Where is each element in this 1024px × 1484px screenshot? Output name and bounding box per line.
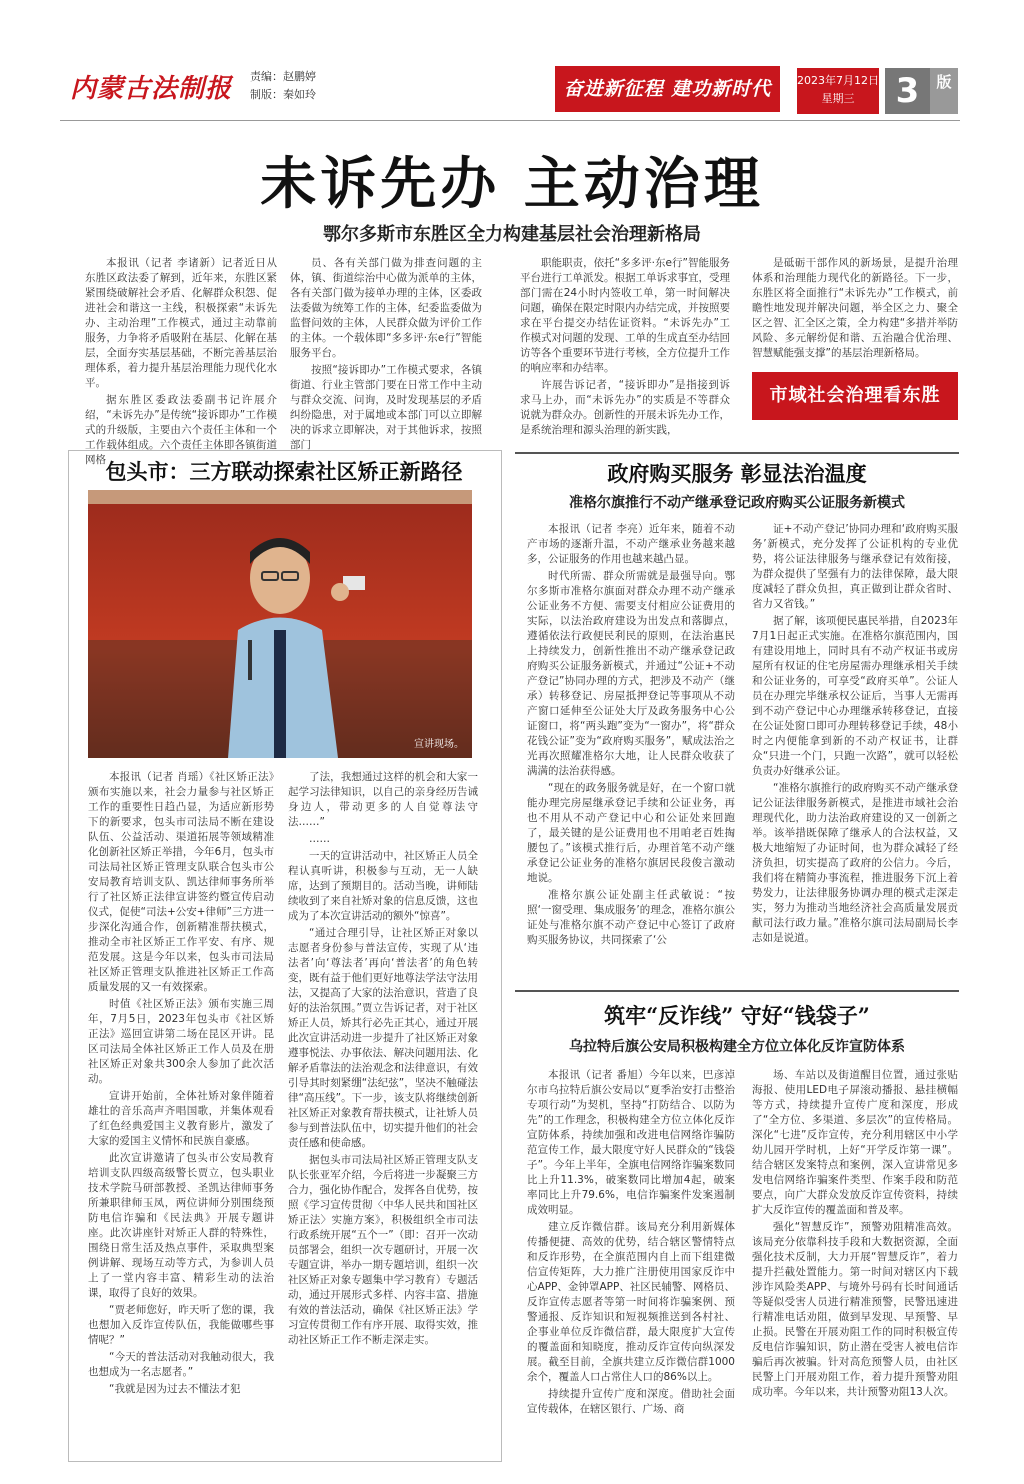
- page-tag: 版: [930, 68, 958, 114]
- paragraph: 据东胜区委政法委副书记许展介绍，“未诉先办”是传统“接诉即办”工作模式的升级版，主要由六个责任主体和一个工作载体组成。六个责任主体即各镇街道网格: [85, 394, 277, 466]
- paragraph: 本报讯（记者 番旭）今年以来，巴彦淖尔市乌拉特后旗公安局以“夏季治安打击整治专项行动”为契机，坚持“打防结合、以防为先”的工作理念，积极构建全方位立体化反诈宣防体系，持续加强和改进电信网络诈骗防范宣传工作，最大限度守好人民群众的“钱袋子”。今年上半年，全旗电信网络诈骗案数同比上升11.3%，破案数同比增加4起，破案率同比上升79.6%，电信诈骗案件发案遏制成效明显。: [527, 1069, 735, 1216]
- page-number: 3: [885, 68, 930, 114]
- speaker-photo: [88, 490, 472, 758]
- issue-date: 2023年7月12日: [797, 74, 879, 87]
- header-divider: [60, 120, 960, 121]
- paragraph: 时值《社区矫正法》颁布实施三周年，7月5日，2023年包头市《社区矫正法》巡回宣讲第二场在昆区开讲。昆区司法局全体社区矫正工作人员及在册社区矫正对象共300余人参加了此次活动。: [88, 998, 274, 1085]
- paragraph: 据了解，该项便民惠民举措，自2023年7月1日起正式实施。在准格尔旗范围内，国有建设用地上，同时具有不动产权证书或房屋所有权证的住宅房屋需办理继承相关手续和公证业务的，可享受“政府买单”。公证人员在办理完毕继承权公证后，当事人无需再到不动产登记中心办理继承转移登记，直接在公证处窗口即可办理转移登记手续，48小时之内便能拿到新的不动产权证书，让群众“只进一个门，只跑一次路”，就可以轻松负责办好继承公证。: [752, 615, 958, 777]
- lead-subheadline: 鄂尔多斯市东胜区全力构建基层社会治理新格局: [323, 224, 701, 245]
- paragraph: 准格尔旗公证处副主任武敏说：“按照‘一窗受理、集成服务’的理念，准格尔旗公证处与准格尔旗不动产登记中心签订了政府购买服务协议，共同探索了‘公: [527, 889, 735, 946]
- date-box: [797, 68, 879, 114]
- paragraph: 本报讯（记者 李亮）近年来，随着不动产市场的逐渐升温，不动产继承业务越来越多，公证服务的作用也越来越凸显。: [527, 523, 735, 565]
- slogan-banner: 奋进新征程 建功新时代: [555, 66, 780, 112]
- left-article-column-2: [288, 770, 478, 1450]
- column-badge: 市域社会治理看东胜: [752, 372, 958, 420]
- right-bottom-column-1: [527, 1068, 735, 1458]
- paragraph: 宣讲开始前，全体社矫对象伴随着雄壮的音乐高声齐唱国歌，并集体观看了红色经典爱国主义教育影片，激发了大家的爱国主义情怀和民族自豪感。: [88, 1090, 274, 1147]
- editor-name: 责编：赵鹏婷: [250, 70, 316, 83]
- paragraph: 按照“接诉即办”工作模式要求，各镇街道、行业主管部门要在日常工作中主动与群众交流、问询，及时发现基层的矛盾纠纷隐患，对于属地或本部门可以立即解决的诉求立即解决，对于其他诉求，按照部门: [290, 364, 482, 451]
- paragraph: “今天的普法活动对我触动很大，我也想成为一名志愿者。”: [88, 1351, 274, 1378]
- right-bottom-divider: [515, 990, 959, 992]
- paragraph: 建立反诈微信群。该局充分利用新媒体传播便捷、高效的优势，结合辖区警情特点和反诈形势，在全旗范围内自上而下组建微信宣传矩阵，大力推广注册使用国家反诈中心APP、金钟罩APP、社区民辅警、网格员、反诈宣传志愿者等第一时间将诈骗案例、预警通报、反诈知识和短视频推送到各村社、企事业单位反诈微信群，最大限度扩大宣传的覆盖面和知晓度，推动反诈宣传向纵深发展。截至目前，全旗共建立反诈微信群1000余个，覆盖人口占常住人口的86%以上。: [527, 1221, 735, 1383]
- left-article-title: 包头市：三方联动探索社区矫正新路径: [105, 459, 463, 484]
- paragraph: 许展告诉记者，“接诉即办”是指接到诉求马上办，而“未诉先办”的实质是不等群众说就为群众办。创新性的开展未诉先办工作，是系统治理和源头治理的新实践，: [520, 379, 730, 436]
- right-top-column-1: [527, 522, 735, 956]
- paragraph: “准格尔旗推行的政府购买不动产继承登记公证法律服务新模式，是推进市域社会治理现代化，助力法治政府建设的又一创新之举。该举措既保障了继承人的合法权益，又极大地缩短了办证时间，也为群众减轻了经济负担，切实提高了政府的公信力。今后，我们将在精简办事流程，推进服务下沉上着势发力，让法律服务协调办理的模式走深走实，努力为推动当地经济社会高质量发展贡献司法行政力量。”准格尔旗司法局副局长李志如是说道。: [752, 782, 958, 944]
- article-photo: [88, 490, 472, 758]
- photo-caption: 宣讲现场。: [414, 739, 464, 750]
- right-top-divider: [515, 452, 959, 454]
- paragraph: 据包头市司法局社区矫正管理支队支队长张亚军介绍，今后将进一步凝聚三方合力，强化协作配合，发挥各自优势，按照《学习宣传贯彻〈中华人民共和国社区矫正法〉实施方案》，积极组织全市司法行政系统开展“五个一”（即：召开一次动员部署会，组织一次专题研讨，开展一次专题宣讲，举办一期专题培训，组织一次社区矫正对象专题集中学习教育）专题活动，通过开展形式多样、内容丰富、措施有效的普法活动，确保《社区矫正法》学习宣传贯彻工作有序开展、取得实效，推动社区矫正工作不断走深走实。: [288, 1154, 478, 1346]
- paragraph: 场、车站以及街道醒目位置，通过张贴海报、使用LED电子屏滚动播报、悬挂横幅等方式，持续提升宣传广度和深度，形成了“全方位、多渠道、多层次”的宣传格局。深化“七进”反诈宣传，充分利用辖区中小学幼儿园开学时机，上好“开学反诈第一课”。结合辖区发案特点和案例，深入宣讲常见多发电信网络诈骗案件类型、作案手段和防范要点，向广大群众发放反诈宣传资料，持续扩大反诈宣传的覆盖面和普及率。: [752, 1069, 958, 1216]
- paragraph: 强化“智慧反诈”，预警劝阻精准高效。该局充分依靠科技手段和大数据资源，全面强化技术反制，大力开展“智慧反诈”，着力提升拦截处置能力。第一时间对辖区内下载涉诈风险类APP、与境外号码有长时间通话等疑似受害人员进行精准预警，民警迅速进行精准电话劝阻，做到早发现、早预警、早止损。民警在开展劝阻工作的同时积极宣传反电信诈骗知识，防止潜在受害人被电信诈骗后再次被骗。针对高危预警人员，由社区民警上门开展劝阻工作，着力提升预警劝阻成功率。今年以来，共计预警劝阻13人次。: [752, 1221, 958, 1398]
- paragraph: 此次宣讲邀请了包头市公安局教育培训支队四级高级警长贾立，包头职业技术学院马研部教授、圣凯达律师事务所兼职律师玉凤，两位讲师分别围绕预防电信诈骗和《民法典》开展专题讲座。此次讲座针对矫正人群的特殊性，围绕日常生活及热点事件，采取典型案例讲解、现场互动等方式，为参训人员上了一堂内容丰富、精彩生动的法治课，取得了良好的效果。: [88, 1152, 274, 1299]
- paragraph: 员、各有关部门做为排查问题的主体，镇、街道综治中心做为派单的主体，各有关部门做为接单办理的主体，区委政法委做为统筹工作的主体，纪委监委做为监督问效的主体，人民群众做为评价工作的主体。一个载体即“多多评·东e行”智能服务平台。: [290, 257, 482, 359]
- paragraph: 了法，我想通过这样的机会和大家一起学习法律知识，以自己的亲身经历告诫身边人，带动更多的人自觉尊法守法……”: [288, 771, 478, 828]
- paragraph: 是砥砺干部作风的新场景，是提升治理体系和治理能力现代化的新路径。下一步，东胜区将全面推行“未诉先办”工作模式，前瞻性地发现并解决问题，举全区之力、聚全区之智、汇全区之策，全力构建“多措并举防风险、多元解纷促和谐、五治融合优治理、智慧赋能强支撑”的基层治理新格局。: [752, 257, 958, 359]
- lead-column-4: [752, 256, 958, 364]
- paragraph: “贾老师您好，昨天听了您的课，我也想加入反诈宣传队伍，我能做哪些事情呢？”: [88, 1304, 274, 1346]
- paragraph: 证+不动产登记’协同办理和‘政府购买服务’新模式，充分发挥了公证机构的专业优势，将公证法律服务与继承登记有效衔接，为群众提供了坚强有力的法律保障，最大限度减轻了群众负担，真正做到让群众省时、省力又省钱。”: [752, 523, 958, 610]
- issue-weekday: 星期三: [821, 92, 855, 105]
- editor-credits: [250, 68, 316, 104]
- paragraph: ……: [309, 833, 330, 845]
- right-bottom-title: 筑牢“反诈线” 守好“钱袋子”: [604, 1003, 870, 1028]
- lead-column-1: [85, 256, 277, 466]
- paragraph: “通过合理引导，让社区矫正对象以志愿者身份参与普法宣传，实现了从‘违法者’向‘尊法者’再向‘普法者’的角色转变，既有益于他们更好地尊法学法守法用法，又提高了大家的法治意识，营造了良好的法治氛围。”贾立告诉记者，对于社区矫正人员，矫其行必先正其心，通过开展此次宣讲活动进一步提升了社区矫正对象遵事悦法、办事依法、解决问题用法、化解矛盾靠法的法治观念和法律意识，有效引导其时刻紧绷“法纪弦”，坚决不触碰法律“高压线”。下一步，该支队将继续创新社区矫正对象教育帮扶模式，让社矫人员参与到普法队伍中，切实提升他们的社会责任感和使命感。: [288, 927, 478, 1149]
- right-bottom-column-2: [752, 1068, 958, 1458]
- right-bottom-subtitle: 乌拉特后旗公安局积极构建全方位立体化反诈宣防体系: [569, 1039, 905, 1055]
- lead-column-3: [520, 256, 730, 452]
- paragraph: 本报讯（记者 李诸新）记者近日从东胜区政法委了解到，近年来，东胜区紧紧围绕破解社会矛盾、化解群众积怨、促进社会和谐这一主线，积极探索“未诉先办、主动治理”工作模式，通过主动靠前服务，力争将矛盾吸附在基层、化解在基层，全面夯实基层基础，不断完善基层治理体系，着力提升基层治理能力现代化水平。: [85, 257, 277, 389]
- left-article-column-1: [88, 770, 274, 1450]
- right-top-title: 政府购买服务 彰显法治温度: [607, 461, 867, 486]
- right-top-column-2: [752, 522, 958, 956]
- newspaper-masthead: 内蒙古法制报: [70, 74, 233, 104]
- paragraph: “现在的政务服务就是好，在一个窗口就能办理完房屋继承登记手续和公证业务，再也不用从不动产登记中心和公证处来回跑了，最关键的是公证费用也不用咱老百姓掏腰包了。”该模式推行后，办理首笔不动产继承登记公证业务的准格尔旗居民段俊言激动地说。: [527, 782, 735, 884]
- lead-headline: 未诉先办 主动治理: [260, 151, 764, 217]
- paragraph: 持续提升宣传广度和深度。借助社会面宣传载体，在辖区银行、广场、商: [527, 1388, 735, 1415]
- paragraph: 本报讯（记者 肖瑶）《社区矫正法》颁布实施以来，社会力量参与社区矫正工作的重要性日趋凸显，为适应新形势下的新要求，包头市司法局不断在建设队伍、公益活动、渠道拓展等领域精准化创新社区矫正举措，今年6月，包头市司法局社区矫正管理支队联合包头市公安局教育培训支队、凯达律师事务所举行了社区矫正法律宣讲签约暨宣传启动仪式，促使“司法+公安+律师”三方进一步深化沟通合作，创新精准帮扶模式，推动全市社区矫正工作平安、有序、规范发展。这是今年以来，包头市司法局社区矫正管理支队推进社区矫正工作高质量发展的又一有效探索。: [88, 771, 274, 993]
- paragraph: “我就是因为过去不懂法才犯: [109, 1383, 241, 1395]
- lead-column-2: [290, 256, 482, 452]
- right-top-subtitle: 准格尔旗推行不动产继承登记政府购买公证服务新模式: [569, 495, 905, 511]
- paragraph: 职能职责，依托“多多评·东e行”智能服务平台进行工单派发。根据工单诉求事宜，受理部门需在24小时内签收工单，第一时间解决问题，确保在限定时限内办结完成，并按照要求在平台提交办结佐证资料。“未诉先办”工作模式对问题的发现、工单的生成直至办结回访等各个重要环节进行考核，全方位提升工作的响应率和办结率。: [520, 257, 730, 374]
- paragraph: 时代所需、群众所需就是最强导向。鄂尔多斯市准格尔旗面对群众办理不动产继承公证业务不方便、需要支付相应公证费用的实际，以法治政府建设为出发点和落脚点，遵循依法行政便民利民的原则，在法治惠民上持续发力，创新性推出不动产继承登记政府购买公证服务新模式，并通过“公证+不动产登记”协同办理的方式，把涉及不动产（继承）转移登记、房屋抵押登记等事项从不动产窗口延伸至公证处大厅及政务服务中心公证窗口，将“两头跑”变为“一窗办”，将“群众花钱公证”变为“政府购买服务”，赋成法治之光再次照耀准格尔大地，让人民群众收获了满满的法治获得感。: [527, 570, 735, 777]
- maker-name: 制版：秦如玲: [250, 88, 316, 101]
- paragraph: 一天的宣讲活动中，社区矫正人员全程认真听讲，积极参与互动，无一人缺席，达到了预期目的。活动当晚，讲师陆续收到了来自社矫对象的信息反馈，这也成为了本次宣讲活动的额外“惊喜”。: [288, 850, 478, 922]
